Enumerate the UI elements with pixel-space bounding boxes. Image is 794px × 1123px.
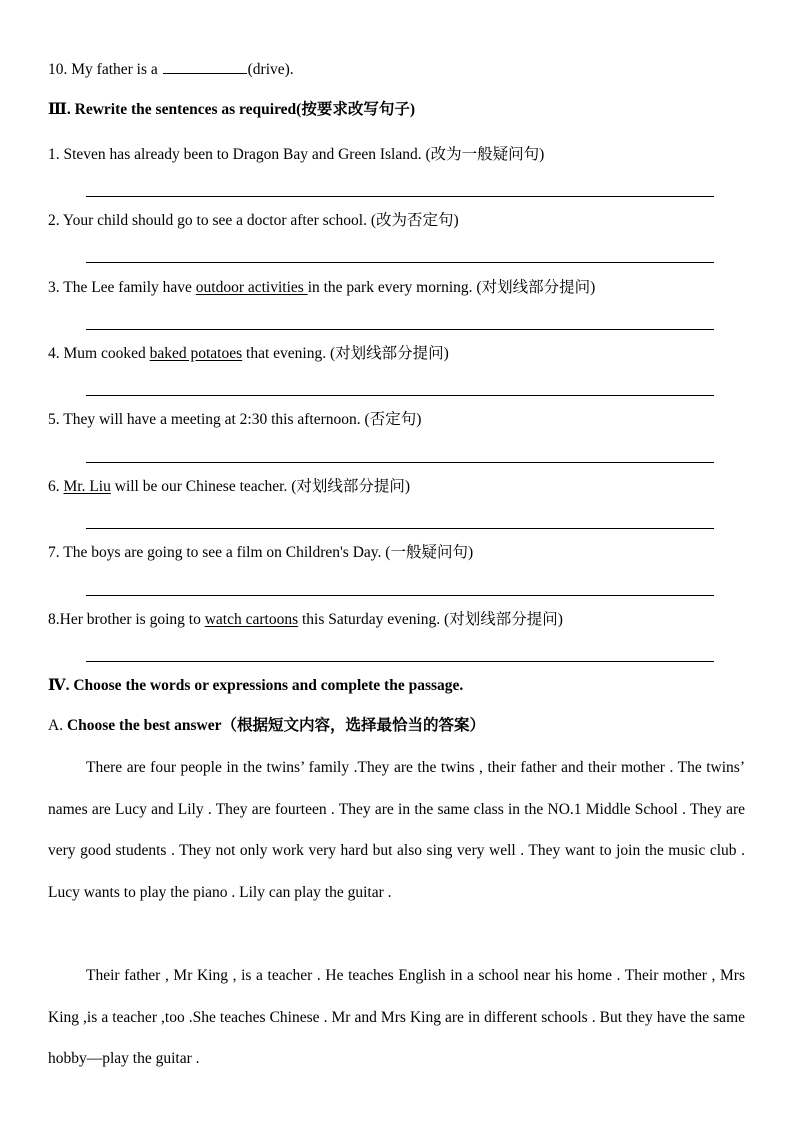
answer-line-7[interactable] [86,595,714,596]
item-text: 6. [48,478,64,495]
item-hint: (改为一般疑问句) [425,146,545,163]
answer-line-5[interactable] [86,462,714,463]
passage-paragraph-1: There are four people in the twins’ family .They are the twins , their father and their mother . The twins’ names are Lucy and Lily . They are fourteen . They are in the same class in the NO.1 Middle School . They are very good students . They not only work very hard but also sing very well . They want to join the music club . Lucy wants to play the piano . Lily can play the guitar . [48,759,745,901]
item-hint: (一般疑问句) [385,544,474,561]
answer-line-1[interactable] [86,196,714,197]
answer-line-8[interactable] [86,661,714,662]
rewrite-item-3 [48,278,595,298]
item-text: 2. Your child should go to see a doctor after school. [48,212,371,229]
sub-label: A. [48,717,67,734]
rewrite-item-7 [48,543,473,563]
answer-line-6[interactable] [86,528,714,529]
item-hint: (对划线部分提问) [444,611,563,628]
item-text: 5. They will have a meeting at 2:30 this afternoon. [48,411,365,428]
sub-title: Choose the best answer（根据短文内容，选择最恰当的答案） [66,717,486,734]
item-text: that evening. [242,345,330,362]
item-text: 8.Her brother is going to [48,611,205,628]
item-text: 3. The Lee family have [48,279,196,296]
section-4a-heading [48,716,485,736]
rewrite-item-8 [48,610,563,630]
item-hint: (对划线部分提问) [329,345,449,362]
item-text: 1. Steven has already been to Dragon Bay and Green Island. [48,146,426,163]
answer-line-4[interactable] [86,395,714,396]
item-hint: (改为否定句) [370,212,459,229]
underlined-phrase: outdoor activities [195,279,308,296]
underlined-phrase: baked potatoes [149,345,243,362]
question-10 [48,59,294,80]
item-text: this Saturday evening. [298,611,445,628]
rewrite-item-1 [48,145,544,165]
underlined-phrase: Mr. Liu [63,478,111,495]
item-text: will be our Chinese teacher. [110,478,292,495]
passage-paragraph-2: Their father , Mr King , is a teacher . He teaches English in a school near his home . Their mother , Mrs King ,is a teacher ,too .She teaches Chinese . Mr and Mrs King are in different schools . But they have the same hobby—play the guitar . [48,967,745,1067]
item-hint: (对划线部分提问) [476,279,596,296]
question-10-prefix: 10. My father is a [48,61,162,78]
item-hint: (否定句) [364,411,422,428]
rewrite-item-6 [48,477,410,497]
fill-in-blank[interactable] [163,59,247,74]
item-text: 7. The boys are going to see a film on Children's Day. [48,544,386,561]
answer-line-3[interactable] [86,329,714,330]
rewrite-item-4 [48,344,449,364]
answer-line-2[interactable] [86,262,714,263]
underlined-phrase: watch cartoons [204,611,299,628]
section-4-title: Ⅳ. Choose the words or expressions and complete the passage. [48,677,464,694]
question-10-suffix: (drive). [247,61,294,78]
rewrite-item-5 [48,410,421,430]
rewrite-item-2 [48,211,459,231]
item-text: 4. Mum cooked [48,345,150,362]
item-hint: (对划线部分提问) [291,478,411,495]
section-3-title: Ⅲ. Rewrite the sentences as required(按要求改写句子) [48,101,415,118]
item-text: in the park every morning. [307,279,477,296]
